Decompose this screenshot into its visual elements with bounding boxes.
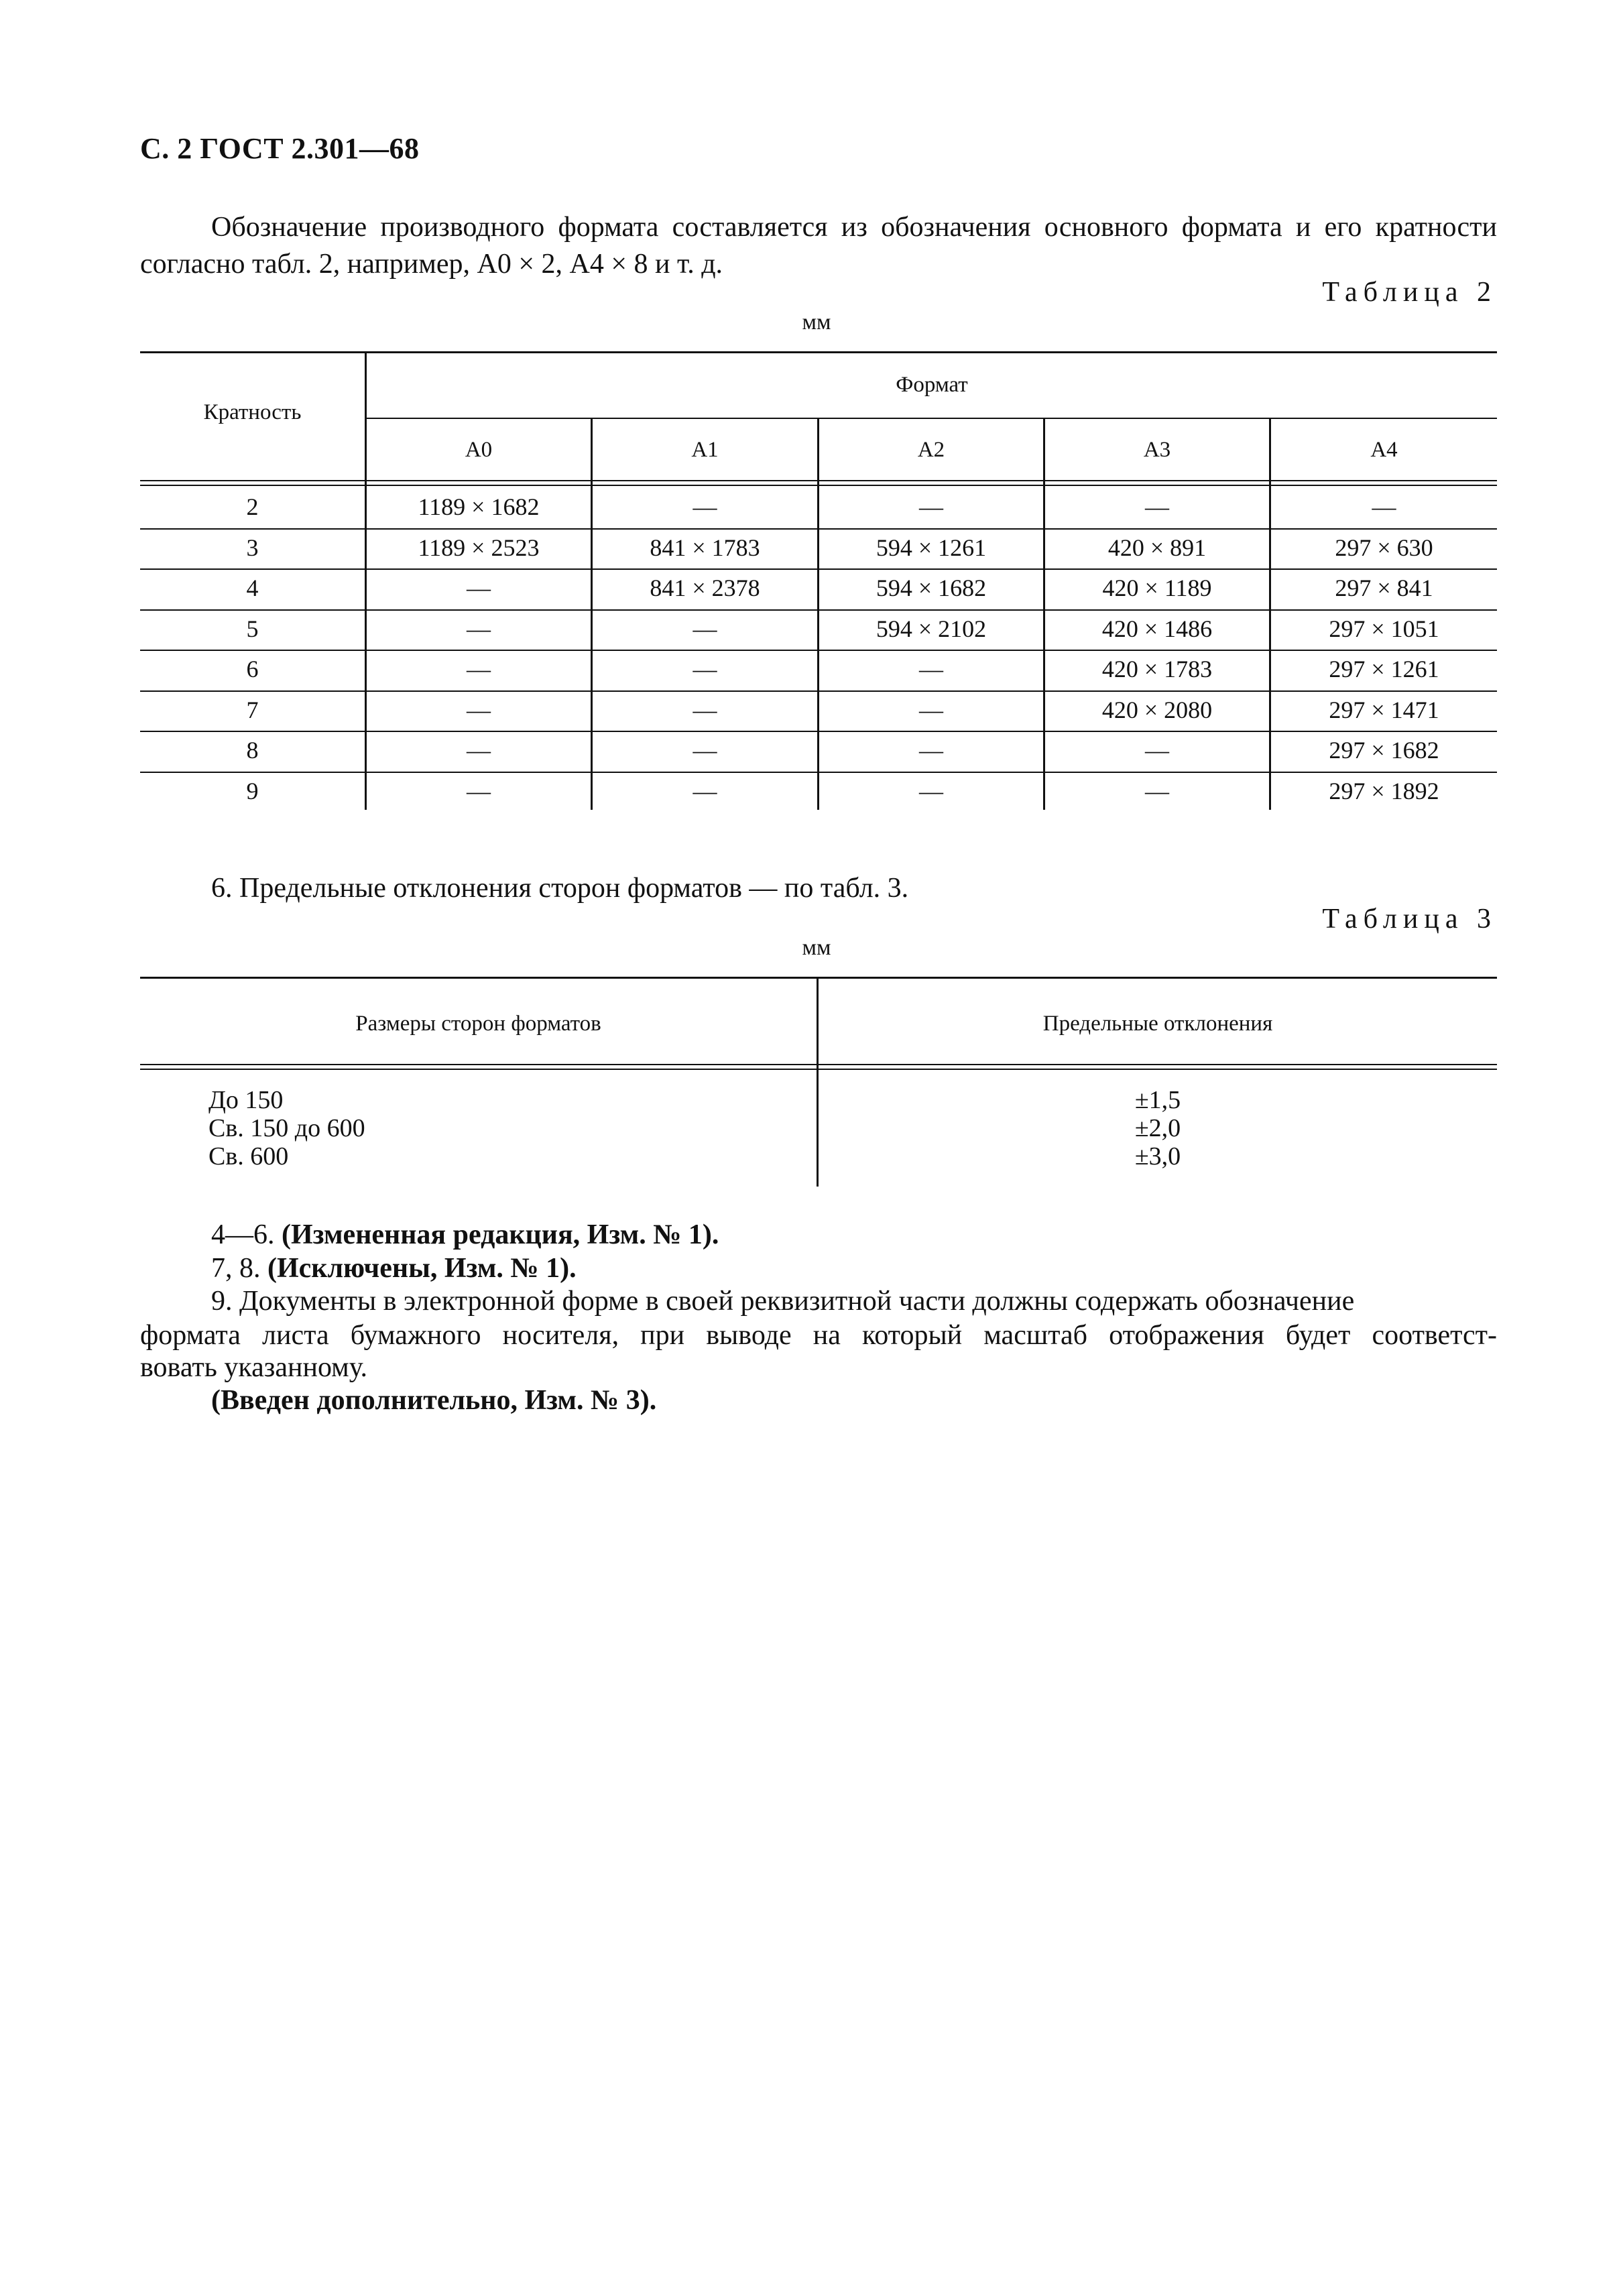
table2-cell: 297 × 1051 <box>1329 615 1439 642</box>
table2-multiplicity-cell: 8 <box>246 737 259 764</box>
table2-multiplicity-cell: 6 <box>246 656 259 682</box>
note-9-amendment: (Введен дополнительно, Изм. № 3). <box>211 1385 657 1416</box>
table2-cell: 297 × 1892 <box>1329 777 1439 804</box>
table2-cell: — <box>919 777 943 804</box>
table3-deviation-cell: ±2,0 <box>1134 1114 1181 1142</box>
table2-cell: 420 × 1189 <box>1102 575 1212 601</box>
table2-cell: — <box>467 777 491 804</box>
table3-size-cell: Св. 150 до 600 <box>208 1114 365 1142</box>
table3-unit: мм <box>802 935 831 960</box>
table2-cell: 841 × 1783 <box>650 534 760 561</box>
page-header: С. 2 ГОСТ 2.301—68 <box>140 132 420 165</box>
table2-cell: 297 × 1261 <box>1329 656 1439 682</box>
table2-col-header: А2 <box>917 438 945 462</box>
table2-cell: 297 × 1471 <box>1329 696 1439 723</box>
note-9-line1: 9. Документы в электронной форме в своей реквизитной части должны содержать обозначение <box>211 1286 1355 1317</box>
table2-cell: 297 × 630 <box>1335 534 1433 561</box>
table2-multiplicity-cell: 7 <box>246 696 259 723</box>
table2-cell: 297 × 1682 <box>1329 737 1439 764</box>
table2-col-header: А4 <box>1370 438 1398 462</box>
table2-cell: — <box>919 656 943 682</box>
table2-cell: — <box>919 696 943 723</box>
note-7-8-amendment: (Исключены, Изм. № 1). <box>267 1253 577 1284</box>
table2-row-header: Кратность <box>203 400 302 424</box>
table3-header-rule-2 <box>140 1069 1497 1070</box>
table2-cell: — <box>919 737 943 764</box>
table3-size-cell: До 150 <box>208 1086 284 1114</box>
table2-cell: — <box>919 493 943 520</box>
table2-col-header: А1 <box>691 438 719 462</box>
table3-header-rule-1 <box>140 1064 1497 1065</box>
table2-top-rule <box>140 351 1497 353</box>
table2-cell: — <box>1145 737 1169 764</box>
table2-cell: — <box>1372 493 1396 520</box>
table2-cell: 841 × 2378 <box>650 575 760 601</box>
table2-multiplicity-cell: 3 <box>246 534 259 561</box>
table2-multiplicity-cell: 4 <box>246 575 259 601</box>
table2-cell: 420 × 1783 <box>1101 656 1213 682</box>
table3-deviation-cell: ±3,0 <box>1134 1142 1181 1170</box>
table2-unit: мм <box>802 310 831 335</box>
table3-size-cell: Св. 600 <box>208 1142 289 1170</box>
table2-cell: — <box>467 615 491 642</box>
table2-cell: — <box>467 656 491 682</box>
table2-multiplicity-cell: 2 <box>246 493 259 520</box>
note-4-6 <box>211 1217 1568 1252</box>
table2-group-rule <box>365 418 1497 419</box>
table2-cell: — <box>693 615 717 642</box>
table2-cell: 1189 × 2523 <box>418 534 540 561</box>
table2-cell: 594 × 1682 <box>876 575 987 601</box>
table2-cell: 594 × 1261 <box>876 534 987 561</box>
note-7-8-number: 7, 8. <box>211 1253 261 1284</box>
note-4-6-amendment: (Измененная редакция, Изм. № 1). <box>282 1219 719 1250</box>
section-6-text: 6. Предельные отклонения сторон форматов — по табл. 3. <box>211 873 909 904</box>
table2-col-header: А0 <box>465 438 493 462</box>
table2-cell: — <box>693 737 717 764</box>
table2-cell: 420 × 1486 <box>1101 615 1213 642</box>
intro-paragraph: Обозначение производного формата составляется из обозначения основного формата и его кратности согласно табл. 2, например, А0 × 2, А4 × 8 и т. д. <box>140 212 1497 280</box>
note-9-line2: формата листа бумажного носителя, при выводе на который масштаб отображения будет соответст- <box>140 1320 1497 1351</box>
table2-group-header: Формат <box>896 373 968 397</box>
table2-cell: 297 × 841 <box>1335 575 1433 601</box>
table2-cell: — <box>693 493 717 520</box>
table2-cell: 420 × 2080 <box>1101 696 1213 723</box>
table2-cell: 594 × 2102 <box>876 615 987 642</box>
table2-multiplicity-cell: 9 <box>246 777 259 804</box>
table3-deviation-cell: ±1,5 <box>1134 1086 1181 1114</box>
table2-multiplicity-cell: 5 <box>246 615 259 642</box>
note-9-line3: вовать указанному. <box>140 1352 368 1383</box>
table2-cell: — <box>693 777 717 804</box>
table2-caption: Таблица 2 <box>1322 277 1497 308</box>
table2-cell: — <box>1145 493 1169 520</box>
table2-cell: — <box>693 696 717 723</box>
table2-cell: — <box>693 656 717 682</box>
note-4-6-number: 4—6. <box>211 1219 275 1250</box>
table2-cell: 1189 × 1682 <box>418 493 540 520</box>
table2-cell: — <box>467 696 491 723</box>
table2-cell: 420 × 891 <box>1107 534 1207 561</box>
table2-col-header: А3 <box>1143 438 1171 462</box>
table3-col-header-size: Размеры сторон форматов <box>355 1012 601 1036</box>
table3-caption: Таблица 3 <box>1322 904 1497 934</box>
table3-top-rule <box>140 977 1497 979</box>
table2-cell: — <box>1145 777 1169 804</box>
table3-col-header-deviation: Предельные отклонения <box>1042 1012 1273 1036</box>
note-7-8 <box>211 1251 1568 1286</box>
table2-cell: — <box>467 737 491 764</box>
table2-cell: — <box>467 575 491 601</box>
